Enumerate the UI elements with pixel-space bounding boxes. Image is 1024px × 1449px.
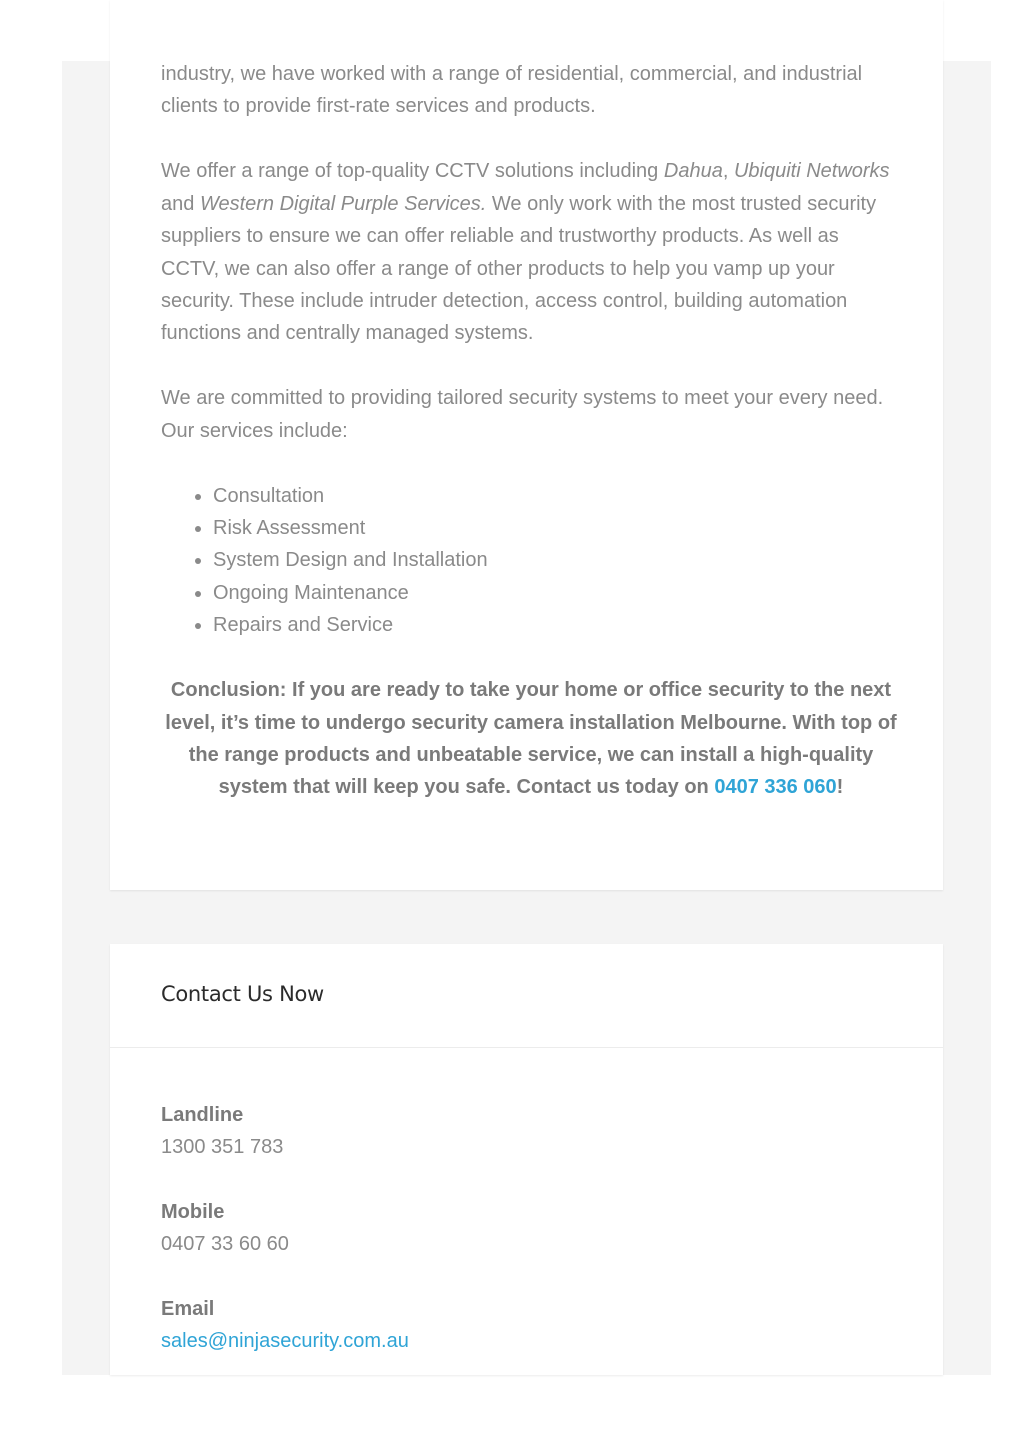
article-paragraph-2	[161, 155, 901, 349]
services-list	[161, 480, 901, 642]
conclusion-end: !	[836, 776, 844, 799]
contact-card-header	[110, 944, 943, 1048]
p2-sep1: ,	[722, 160, 734, 183]
list-item: • System Design and Installation	[213, 544, 901, 576]
mobile-value: 0407 33 60 60	[161, 1233, 289, 1256]
article-paragraph-3: We are committed to providing tailored security systems to meet your every need. Our services include:	[161, 387, 884, 442]
mobile-block	[161, 1196, 409, 1261]
p2-intro: We offer a range of top-quality CCTV solutions including	[161, 160, 664, 183]
conclusion-text: Conclusion: If you are ready to take your home or office security to the next level, it’s time to undergo security camera installation Melbourne. With top of the range products and unbeatable service, we can install a high-quality system that will keep you safe. Contact us today on	[165, 679, 897, 799]
brand-wd-purple: Western Digital Purple Services.	[199, 192, 487, 215]
brand-dahua: Dahua	[663, 160, 723, 183]
p2-rest: We only work with the most trusted security suppliers to ensure we can offer reliable and trustworthy products. As well as CCTV, we can also offer a range of other products to help you vamp up your security. These include intruder detection, access control, building automation functions and centrally managed systems.	[161, 192, 877, 345]
landline-block	[161, 1099, 409, 1164]
email-link[interactable]: sales@ninjasecurity.com.au	[161, 1330, 409, 1353]
conclusion-paragraph	[161, 674, 901, 804]
list-item: • Repairs and Service	[213, 609, 901, 641]
brand-ubiquiti: Ubiquiti Networks	[733, 160, 890, 183]
list-item: • Risk Assessment	[213, 512, 901, 544]
p2-sep2: and	[161, 192, 200, 215]
article-body	[161, 58, 901, 836]
email-block	[161, 1293, 409, 1358]
contact-title: Contact Us Now	[161, 982, 324, 1006]
contact-details	[161, 1099, 409, 1389]
landline-value: 1300 351 783	[161, 1136, 284, 1159]
article-paragraph-1: industry, we have worked with a range of residential, commercial, and industrial clients to provide first-rate services and products.	[161, 63, 863, 118]
landline-label: Landline	[161, 1104, 244, 1126]
list-item: • Ongoing Maintenance	[213, 577, 901, 609]
list-item: • Consultation	[213, 480, 901, 512]
email-label: Email	[161, 1297, 215, 1320]
phone-link[interactable]: 0407 336 060	[714, 776, 837, 799]
mobile-label: Mobile	[161, 1200, 225, 1223]
